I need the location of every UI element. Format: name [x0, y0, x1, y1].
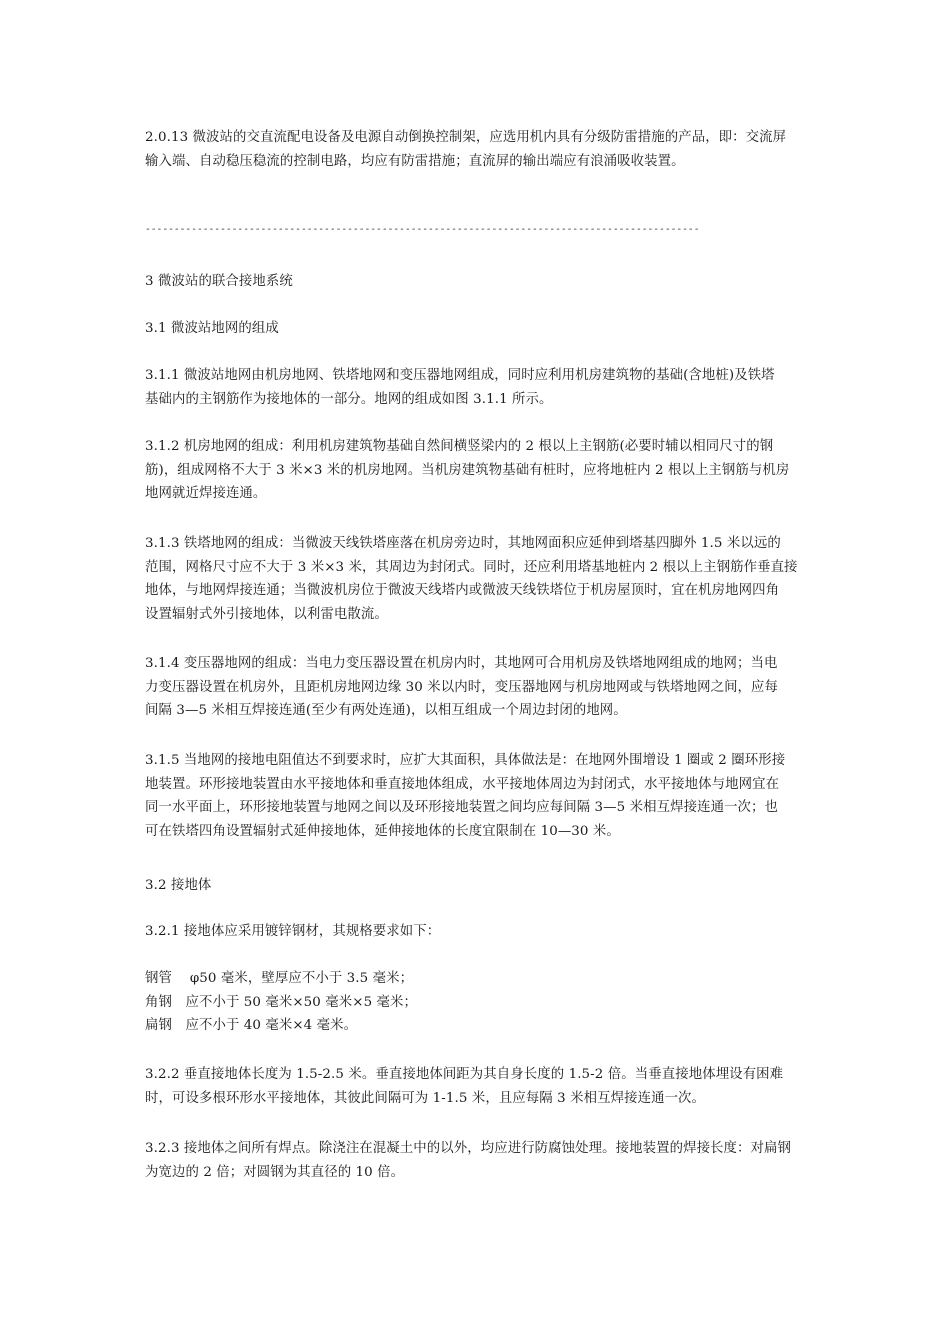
text-line: 3.2.2 垂直接地体长度为 1.5-2.5 米。垂直接地体间距为其自身长度的 1.5-2 倍。当垂直接地体埋设有困难 [145, 1067, 784, 1082]
paragraph-3-1-4 [145, 652, 810, 723]
text-line: 设置辐射式外引接地体，以利雷电散流。 [145, 606, 388, 622]
heading-text: 3.2 接地体 [145, 878, 212, 893]
section-divider: ------------------------------------------------------------------------------------------------ [145, 224, 700, 235]
text-line: 输入端、自动稳压稳流的控制电路，均应有防雷措施；直流屏的输出端应有浪涌吸收装置。 [145, 153, 685, 169]
text-line: 时，可设多根环形水平接地体，其彼此间隔可为 1-1.5 米，且应每隔 3 米相互焊接连通一次。 [145, 1090, 706, 1106]
text-line: 3.2.1 接地体应采用镀锌钢材，其规格要求如下： [145, 924, 441, 939]
paragraph-3-2-3 [145, 1137, 810, 1184]
text-line: 3.2.3 接地体之间所有焊点。除浇注在混凝土中的以外，均应进行防腐蚀处理。接地装置的焊接长度：对扁钢 [145, 1141, 792, 1156]
paragraph-3-1-2 [145, 435, 810, 506]
heading-text: 3.1 微波站地网的组成 [145, 321, 279, 336]
text-line: 范围，网格尺寸应不大于 3 米×3 米，其周边为封闭式。同时，还应利用塔基地桩内 2 根以上主钢筋作垂直接 [145, 559, 798, 575]
heading-text: 3 微波站的联合接地系统 [145, 274, 293, 289]
text-line: 3.1.5 当地网的接地电阻值达不到要求时，应扩大其面积，具体做法是：在地网外围增设 1 圈或 2 圈环形接 [145, 753, 786, 768]
text-line: 3.1.1 微波站地网由机房地网、铁塔地网和变压器地网组成，同时应利用机房建筑物的基础(含地桩)及铁塔 [145, 368, 775, 383]
heading-section-3 [145, 270, 810, 294]
text-line: 3.1.2 机房地网的组成：利用机房建筑物基础自然间横竖梁内的 2 根以上主钢筋(必要时辅以相同尺寸的钢 [145, 439, 774, 454]
spec-item: 钢管 φ50 毫米，壁厚应不小于 3.5 毫米； [145, 971, 414, 986]
paragraph-3-1-1 [145, 364, 810, 411]
text-line: 为宽边的 2 倍；对圆钢为其直径的 10 倍。 [145, 1164, 405, 1180]
text-line: 地装置。环形接地装置由水平接地体和垂直接地体组成，水平接地体周边为封闭式，水平接地体与地网宜在 [145, 776, 780, 792]
text-line: 地网就近焊接连通。 [145, 486, 267, 501]
paragraph-3-2-1 [145, 920, 810, 944]
paragraph-3-1-5 [145, 749, 810, 843]
text-line: 2.0.13 微波站的交直流配电设备及电源自动倒换控制架，应选用机内具有分级防雷措施的产品，即：交流屏 [145, 130, 787, 145]
text-line: 同一水平面上，环形接地装置与地网之间以及环形接地装置之间均应每间隔 3—5 米相互焊接连通一次；也 [145, 800, 779, 815]
text-line: 可在铁塔四角设置辐射式延伸接地体，延伸接地体的长度宜限制在 10—30 米。 [145, 823, 620, 839]
text-line: 地体，与地网焊接连通；当微波机房位于微波天线塔内或微波天线铁塔位于机房屋顶时，宜在机房地网四角 [145, 583, 780, 598]
paragraph-3-1-3 [145, 532, 810, 626]
text-line: 筋)，组成网格不大于 3 米×3 米的机房地网。当机房建筑物基础有桩时，应将地桩内 2 根以上主钢筋与机房 [145, 462, 790, 478]
text-line: 3.1.3 铁塔地网的组成：当微波天线铁塔座落在机房旁边时，其地网面积应延伸到塔基四脚外 1.5 米以远的 [145, 536, 781, 551]
text-line: 3.1.4 变压器地网的组成：当电力变压器设置在机房内时，其地网可合用机房及铁塔地网组成的地网；当电 [145, 656, 778, 671]
text-line: 间隔 3—5 米相互焊接连通(至少有两处连通)，以相互组成一个周边封闭的地网。 [145, 703, 627, 718]
spec-item: 角钢 应不小于 50 毫米×50 毫米×5 毫米； [145, 994, 418, 1010]
text-line: 力变压器设置在机房外，且距机房地网边缘 30 米以内时，变压器地网与机房地网或与铁塔地网之间，应每 [145, 679, 779, 695]
spec-list [145, 967, 810, 1038]
paragraph-3-2-2 [145, 1063, 810, 1110]
paragraph-2-0-13 [145, 126, 810, 173]
heading-section-3-1 [145, 317, 810, 341]
text-line: 基础内的主钢筋作为接地体的一部分。地网的组成如图 3.1.1 所示。 [145, 391, 553, 407]
spec-item: 扁钢 应不小于 40 毫米×4 毫米。 [145, 1018, 358, 1033]
heading-section-3-2 [145, 874, 810, 898]
